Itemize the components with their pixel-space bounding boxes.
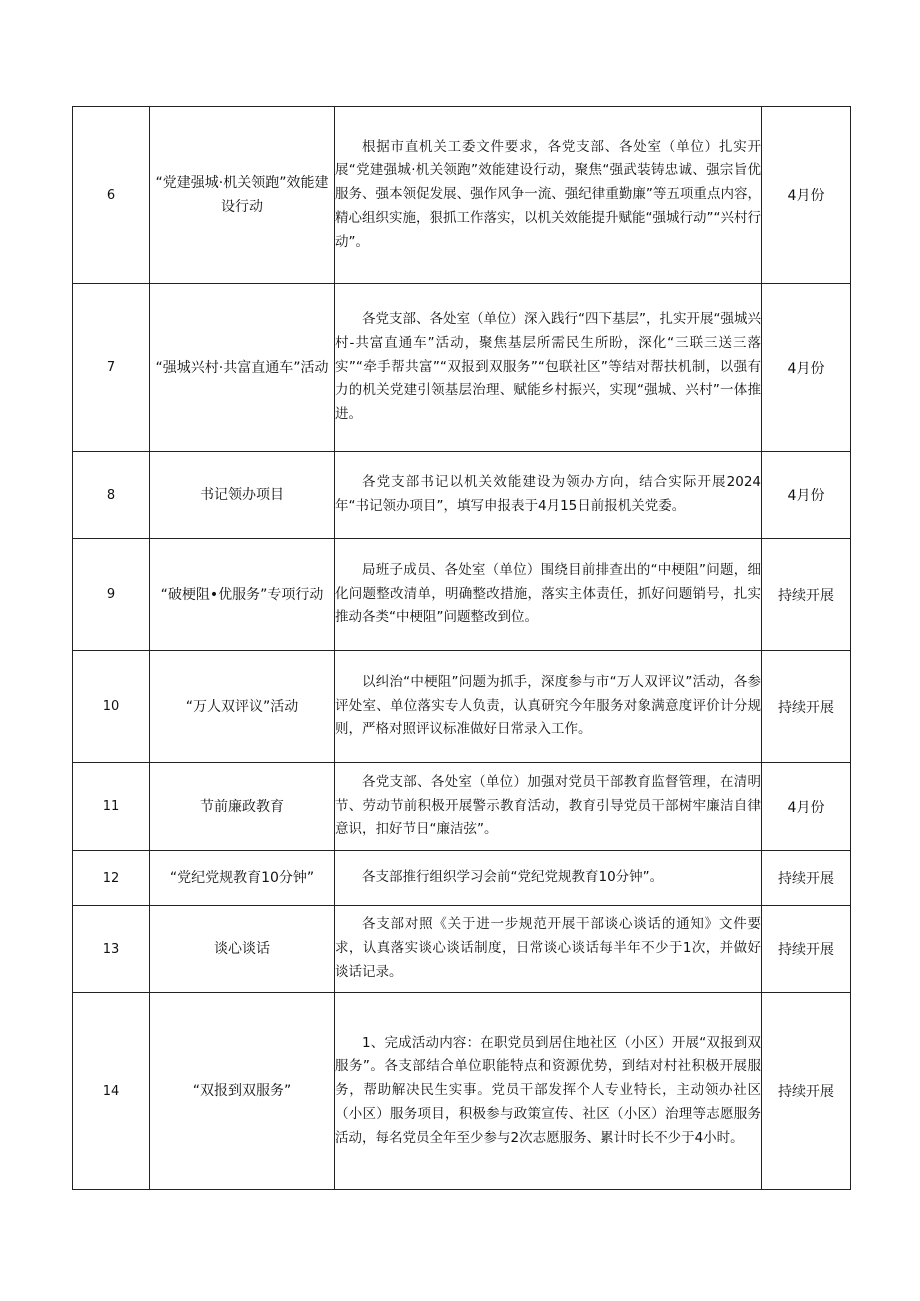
activity-time: 持续开展: [762, 906, 851, 993]
activity-name: “强城兴村·共富直通车”活动: [150, 284, 335, 452]
table-row: [73, 107, 851, 284]
row-number: 6: [73, 107, 150, 284]
activity-description: 以纠治“中梗阻”问题为抓手，深度参与市“万人双评议”活动，各参评处室、单位落实专人负责，认真研究今年服务对象满意度评价计分规则，严格对照评议标准做好日常录入工作。: [335, 651, 762, 763]
activity-time: 持续开展: [762, 539, 851, 651]
activity-description: 根据市直机关工委文件要求，各党支部、各处室（单位）扎实开展“党建强城·机关领跑”效能建设行动，聚焦“强武装铸忠诚、强宗旨优服务、强本领促发展、强作风争一流、强纪律重勤廉”等五项重点内容，精心组织实施，狠抓工作落实，以机关效能提升赋能“强城行动”“兴村行动”。: [335, 107, 762, 284]
table-row: [73, 993, 851, 1190]
row-number: 11: [73, 763, 150, 851]
activity-time: 持续开展: [762, 851, 851, 906]
activity-time: 4月份: [762, 284, 851, 452]
activity-time: 4月份: [762, 452, 851, 539]
work-plan-table: [72, 106, 851, 1190]
activity-description: 各党支部、各处室（单位）加强对党员干部教育监督管理，在清明节、劳动节前积极开展警示教育活动，教育引导党员干部树牢廉洁自律意识，扣好节日“廉洁弦”。: [335, 763, 762, 851]
activity-name: “双报到双服务”: [150, 993, 335, 1190]
activity-name: “破梗阻•优服务”专项行动: [150, 539, 335, 651]
activity-description: 各支部对照《关于进一步规范开展干部谈心谈话的通知》文件要求，认真落实谈心谈话制度，日常谈心谈话每半年不少于1次，并做好谈话记录。: [335, 906, 762, 993]
row-number: 12: [73, 851, 150, 906]
activity-time: 持续开展: [762, 993, 851, 1190]
activity-description: 1、完成活动内容：在职党员到居住地社区（小区）开展“双报到双服务”。各支部结合单位职能特点和资源优势，到结对村社积极开展服务，帮助解决民生实事。党员干部发挥个人专业特长，主动领办社区（小区）服务项目，积极参与政策宣传、社区（小区）治理等志愿服务活动，每名党员全年至少参与2次志愿服务、累计时长不少于4小时。: [335, 993, 762, 1190]
row-number: 8: [73, 452, 150, 539]
activity-name: 节前廉政教育: [150, 763, 335, 851]
table-row: [73, 284, 851, 452]
activity-name: 书记领办项目: [150, 452, 335, 539]
activity-description: 各党支部、各处室（单位）深入践行“四下基层”，扎实开展“强城兴村-共富直通车”活动，聚焦基层所需民生所盼，深化“三联三送三落实”“牵手帮共富”“双报到双服务”“包联社区”等结对帮扶机制，以强有力的机关党建引领基层治理、赋能乡村振兴，实现“强城、兴村”一体推进。: [335, 284, 762, 452]
activity-description: 局班子成员、各处室（单位）围绕目前排查出的“中梗阻”问题，细化问题整改清单，明确整改措施，落实主体责任，抓好问题销号，扎实推动各类“中梗阻”问题整改到位。: [335, 539, 762, 651]
table-row: [73, 851, 851, 906]
activity-time: 4月份: [762, 107, 851, 284]
activity-name: 谈心谈话: [150, 906, 335, 993]
row-number: 7: [73, 284, 150, 452]
activity-description: 各支部推行组织学习会前“党纪党规教育10分钟”。: [335, 851, 762, 906]
activity-description: 各党支部书记以机关效能建设为领办方向，结合实际开展2024年“书记领办项目”，填写申报表于4月15日前报机关党委。: [335, 452, 762, 539]
table-row: [73, 763, 851, 851]
activity-time: 持续开展: [762, 651, 851, 763]
table-row: [73, 651, 851, 763]
table-row: [73, 906, 851, 993]
activity-time: 4月份: [762, 763, 851, 851]
activity-name: “党纪党规教育10分钟”: [150, 851, 335, 906]
row-number: 14: [73, 993, 150, 1190]
activity-name: “党建强城·机关领跑”效能建设行动: [150, 107, 335, 284]
row-number: 13: [73, 906, 150, 993]
row-number: 9: [73, 539, 150, 651]
activity-name: “万人双评议”活动: [150, 651, 335, 763]
row-number: 10: [73, 651, 150, 763]
table-row: [73, 452, 851, 539]
table-row: [73, 539, 851, 651]
